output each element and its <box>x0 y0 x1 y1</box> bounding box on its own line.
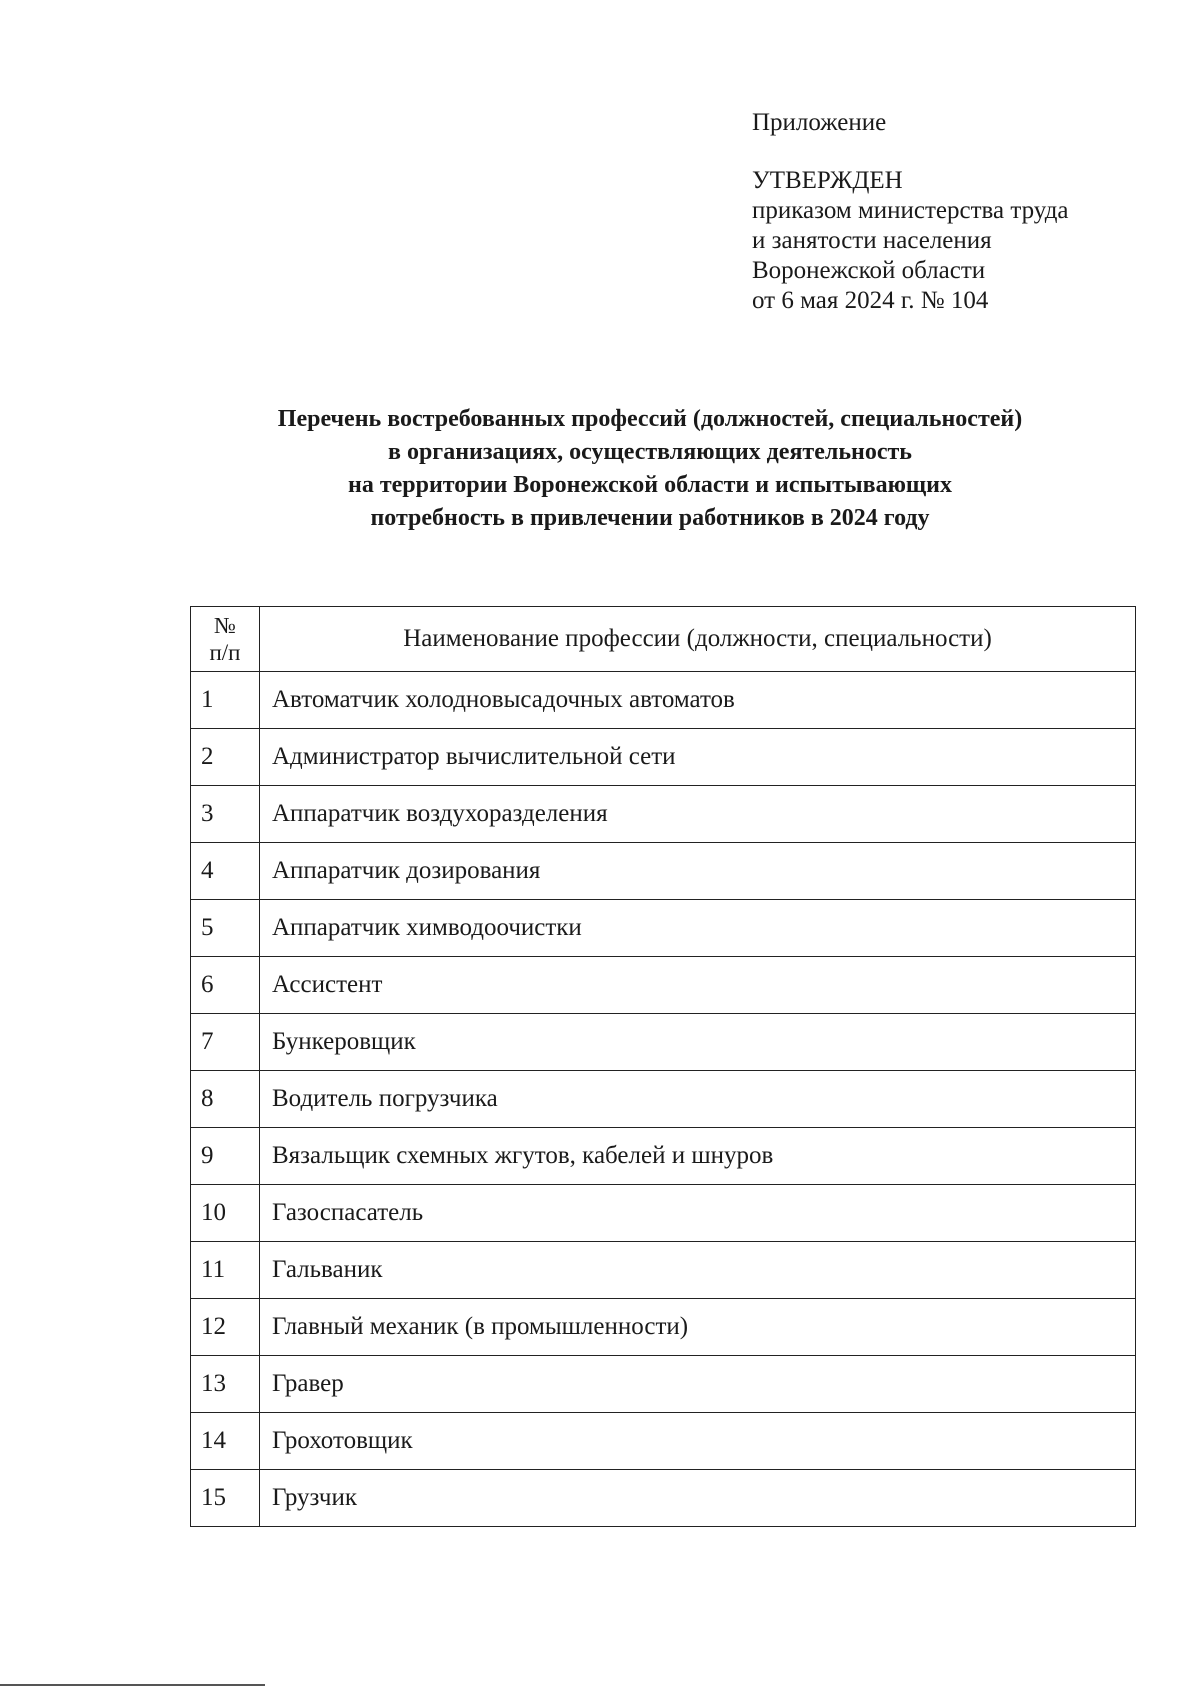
row-number: 1 <box>191 672 260 729</box>
title-line: на территории Воронежской области и испытывающих <box>348 472 952 498</box>
table-row <box>191 1128 1136 1185</box>
row-profession-name: Вязальщик схемных жгутов, кабелей и шнуров <box>260 1128 1136 1185</box>
row-profession-name: Водитель погрузчика <box>260 1071 1136 1128</box>
row-profession-name: Ассистент <box>260 957 1136 1014</box>
row-profession-name: Гальваник <box>260 1242 1136 1299</box>
table-body <box>191 672 1136 1527</box>
row-profession-name: Аппаратчик дозирования <box>260 843 1136 900</box>
row-number: 8 <box>191 1071 260 1128</box>
professions-table <box>190 606 1136 1527</box>
table-row <box>191 1299 1136 1356</box>
approval-line: приказом министерства труда <box>752 197 1069 224</box>
document-title <box>190 403 1110 535</box>
row-profession-name: Грохотовщик <box>260 1413 1136 1470</box>
row-profession-name: Аппаратчик воздухоразделения <box>260 786 1136 843</box>
row-number: 5 <box>191 900 260 957</box>
header-number-abbr: п/п <box>209 640 241 665</box>
row-number: 15 <box>191 1470 260 1527</box>
title-line: в организациях, осуществляющих деятельность <box>388 439 912 465</box>
row-profession-name: Гравер <box>260 1356 1136 1413</box>
row-number: 10 <box>191 1185 260 1242</box>
table-row <box>191 672 1136 729</box>
row-number: 11 <box>191 1242 260 1299</box>
row-number: 6 <box>191 957 260 1014</box>
row-number: 4 <box>191 843 260 900</box>
table-row <box>191 1242 1136 1299</box>
table-header-row <box>191 607 1136 672</box>
table-row <box>191 729 1136 786</box>
row-number: 12 <box>191 1299 260 1356</box>
row-profession-name: Бункеровщик <box>260 1014 1136 1071</box>
row-number: 7 <box>191 1014 260 1071</box>
table-row <box>191 900 1136 957</box>
row-profession-name: Грузчик <box>260 1470 1136 1527</box>
approval-line: Воронежской области <box>752 257 986 284</box>
table-row <box>191 957 1136 1014</box>
footer-rule <box>0 1684 265 1686</box>
row-number: 13 <box>191 1356 260 1413</box>
row-profession-name: Администратор вычислительной сети <box>260 729 1136 786</box>
row-profession-name: Газоспасатель <box>260 1185 1136 1242</box>
row-number: 3 <box>191 786 260 843</box>
row-profession-name: Автоматчик холодновысадочных автоматов <box>260 672 1136 729</box>
row-number: 9 <box>191 1128 260 1185</box>
row-number: 2 <box>191 729 260 786</box>
table-row <box>191 1356 1136 1413</box>
table-row <box>191 786 1136 843</box>
approval-block <box>752 108 1069 316</box>
table-row <box>191 843 1136 900</box>
row-profession-name: Главный механик (в промышленности) <box>260 1299 1136 1356</box>
table-row <box>191 1185 1136 1242</box>
table-row <box>191 1071 1136 1128</box>
row-profession-name: Аппаратчик химводоочистки <box>260 900 1136 957</box>
approval-date-number: от 6 мая 2024 г. № 104 <box>752 287 989 314</box>
table-row <box>191 1014 1136 1071</box>
title-line: Перечень востребованных профессий (должностей, специальностей) <box>277 406 1023 432</box>
header-number <box>191 607 260 672</box>
table-row <box>191 1470 1136 1527</box>
row-number: 14 <box>191 1413 260 1470</box>
approved-label: УТВЕРЖДЕН <box>752 167 903 194</box>
title-line: потребность в привлечении работников в 2024 году <box>370 505 930 531</box>
approval-line: и занятости населения <box>752 227 992 254</box>
table-row <box>191 1413 1136 1470</box>
appendix-label: Приложение <box>752 109 887 136</box>
header-profession-name: Наименование профессии (должности, специальности) <box>260 607 1136 672</box>
header-number-sign: № <box>214 613 236 638</box>
